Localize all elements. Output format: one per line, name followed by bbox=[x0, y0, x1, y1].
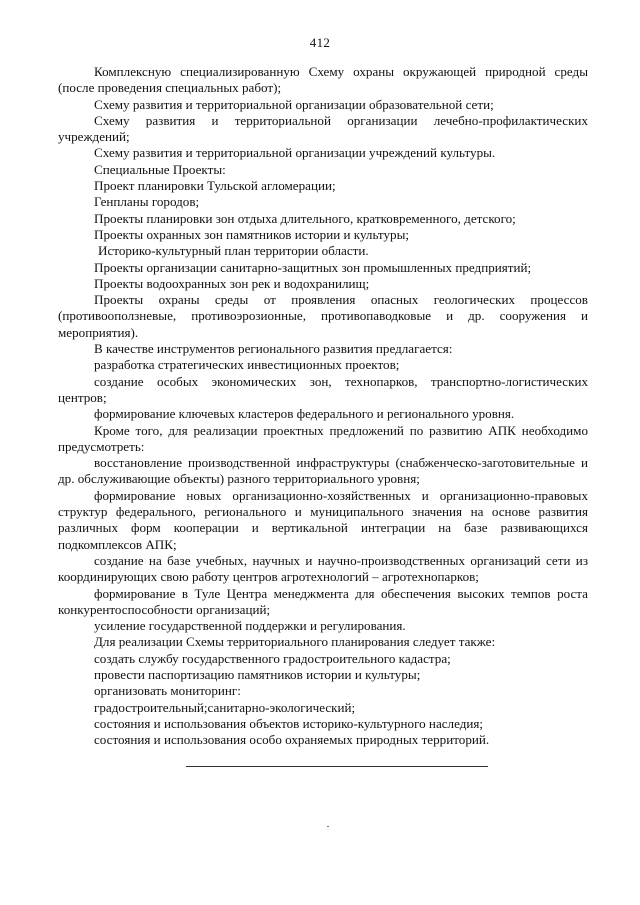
scan-speck bbox=[327, 826, 329, 827]
paragraph-key-clusters: формирование ключевых кластеров федерального и регионального уровня. bbox=[94, 406, 515, 422]
paragraph-agrotechnoparks: создание на базе учебных, научных и научно-производственных организаций сети из координирующих свою работу центров агротехнологий – агротехнопарков; bbox=[58, 552, 588, 585]
paragraph-heritage-protection-zones: Проекты охранных зон памятников истории и культуры; bbox=[94, 226, 410, 242]
paragraph-state-support: усиление государственной поддержки и регулирования. bbox=[94, 618, 406, 634]
paragraph-investment-projects: разработка стратегических инвестиционных проектов; bbox=[94, 357, 400, 373]
paragraph-cadastre-service: создать службу государственного градостроительного кадастра; bbox=[94, 650, 451, 666]
paragraph-geological-protection: Проекты охраны среды от проявления опасных геологических процессов (противооползневые, противоэрозионные, противопаводковые и др. сооружения и мероприятия). bbox=[58, 292, 588, 340]
paragraph-agro-complex-intro: Кроме того, для реализации проектных предложений по развитию АПК необходимо предусмотреть: bbox=[58, 422, 588, 454]
paragraph-env-protection-scheme: Комплексную специализированную Схему охраны окружающей природной среды (после проведения специальных работ); bbox=[58, 64, 588, 96]
paragraph-medical-scheme: Схему развития и территориальной организации лечебно-профилактических учреждений; bbox=[58, 112, 588, 145]
paragraph-implementation-intro: Для реализации Схемы территориального планирования следует также: bbox=[94, 634, 496, 650]
document-body bbox=[58, 64, 588, 748]
paragraph-new-structures: формирование новых организационно-хозяйственных и организационно-правовых структур федерального, регионального и муниципального значения на основе развития различных форм кооперации и вертикальной интеграции на базе развивающихся подкомплексов АПК; bbox=[58, 487, 588, 552]
paragraph-city-master-plans: Генпланы городов; bbox=[94, 194, 200, 210]
paragraph-special-projects-heading: Специальные Проекты: bbox=[94, 161, 226, 177]
paragraph-monitoring-protected-areas: состояния и использования особо охраняемых природных территорий. bbox=[94, 732, 490, 748]
paragraph-culture-scheme: Схему развития и территориальной организации учреждений культуры. bbox=[94, 145, 496, 161]
paragraph-infrastructure-restoration: восстановление производственной инфраструктуры (снабженческо-заготовительные и др. обслуживающие объекты) разного территориального уровня; bbox=[58, 455, 588, 487]
paragraph-monitoring-urban-sanitary: градостроительный;санитарно-экологический; bbox=[94, 699, 356, 715]
paragraph-recreation-zones: Проекты планировки зон отдыха длительного, кратковременного, детского; bbox=[94, 210, 516, 226]
section-divider-line bbox=[186, 766, 488, 767]
page-number: 412 bbox=[309, 35, 331, 50]
paragraph-regional-instruments: В качестве инструментов регионального развития предлагается: bbox=[94, 341, 453, 357]
paragraph-monument-certification: провести паспортизацию памятников истории и культуры; bbox=[94, 666, 421, 682]
paragraph-monitoring-heritage: состояния и использования объектов историко-культурного наследия; bbox=[94, 715, 484, 731]
paragraph-education-scheme: Схему развития и территориальной организации образовательной сети; bbox=[94, 96, 494, 112]
paragraph-sanitary-zones: Проекты организации санитарно-защитных зон промышленных предприятий; bbox=[94, 259, 532, 275]
paragraph-tula-agglomeration: Проект планировки Тульской агломерации; bbox=[94, 178, 336, 194]
paragraph-management-center: формирование в Туле Центра менеджмента для обеспечения высоких темпов роста конкурентоспособности организаций; bbox=[58, 585, 588, 617]
paragraph-special-economic-zones: создание особых экономических зон, технопарков, транспортно-логистических центров; bbox=[58, 373, 588, 405]
paragraph-historical-cultural-plan: Историко-культурный план территории области. bbox=[98, 243, 369, 259]
paragraph-monitoring-heading: организовать мониторинг: bbox=[94, 683, 241, 699]
paragraph-water-protection-zones: Проекты водоохранных зон рек и водохранилищ; bbox=[94, 275, 370, 291]
